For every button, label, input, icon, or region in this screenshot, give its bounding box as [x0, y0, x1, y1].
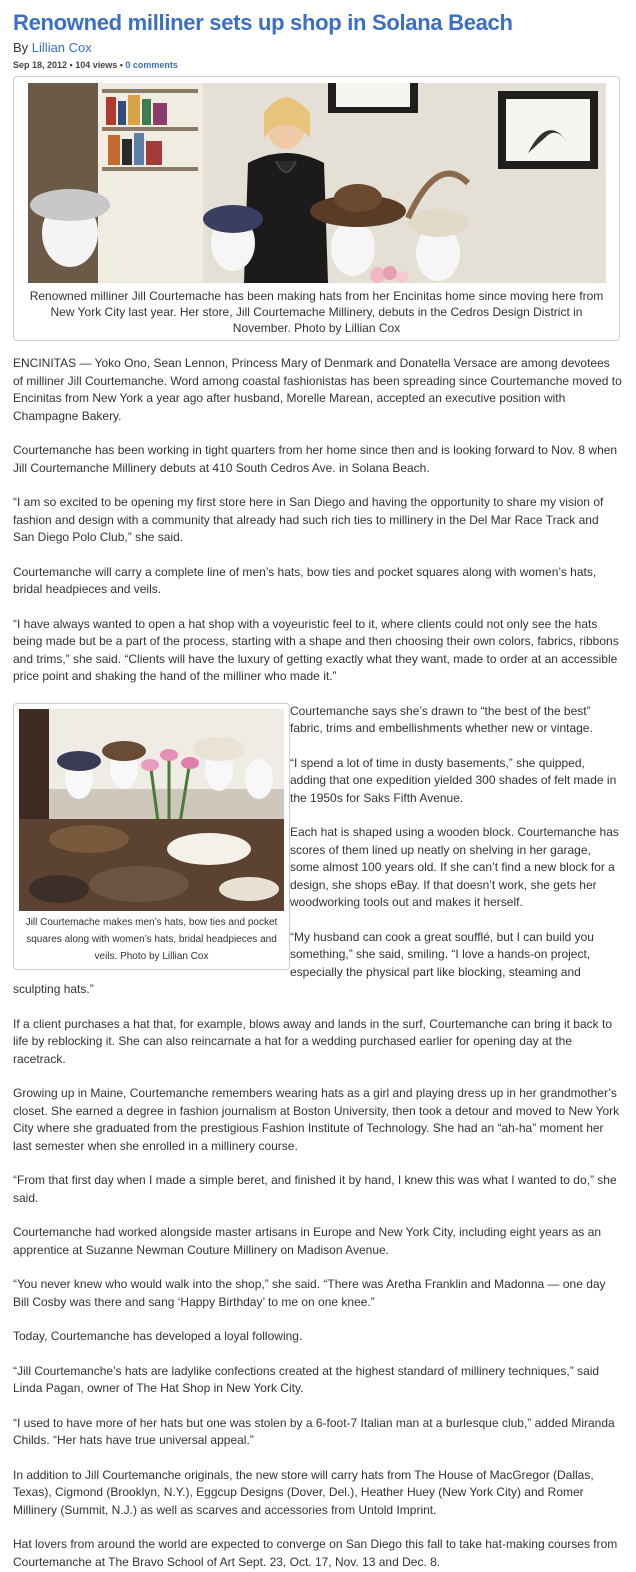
- paragraph: Courtemanche says she’s drawn to “the best of the best” fabric, trims and embellishments whether new or vintage.: [290, 703, 593, 735]
- paragraph: “I have always wanted to open a hat shop with a voyeuristic feel to it, where clients could not only see the hats being made but be a part of the process, starting with a shape and then choosing their own colors, fabrics, ribbons and trims,” she said. “Clients will have the luxury of getting exactly what they want, made to order at an accessible price point and shaking the hand of the milliner who made it.”: [13, 616, 619, 683]
- paragraph: If a client purchases a hat that, for example, blows away and lands in the surf, Courtemanche can bring it back to life by reblocking it. She can also reincarnate a hat for a wedding purchased earlier for opening day at the racetrack.: [13, 1016, 612, 1066]
- date-views: Sep 18, 2012 • 104 views •: [13, 60, 123, 70]
- comments-link[interactable]: 0 comments: [125, 60, 178, 70]
- paragraph: Courtemanche had worked alongside master artisans in Europe and New York City, including eight years as an apprentice at Suzanne Newman Couture Millinery on Madison Avenue.: [13, 1225, 602, 1257]
- paragraph: Growing up in Maine, Courtemanche remembers wearing hats as a girl and playing dress up in her grandmother’s closet. She earned a degree in fashion journalism at Boston University, then took a detour and moved to New York City where she graduated from the prestigious Fashion Institute of Technology. She had an “ah-ha” moment her last semester when she enrolled in a millinery course.: [13, 1086, 620, 1153]
- lead-photo[interactable]: [28, 83, 606, 283]
- paragraph: In addition to Jill Courtemanche originals, the new store will carry hats from The House of MacGregor (Dallas, Texas), Cigmond (Brooklyn, N.Y.), Eggcup Designs (Dover, Del.), Heather Huey (New York City) and Romer Millinery (Summit, N.J.) as well as scarves and accessories from Untold Imprint.: [13, 1467, 594, 1517]
- paragraph: “I spend a lot of time in dusty basements,” she quipped, adding that one expedition yielded 300 shades of felt made in the 1950s for Saks Fifth Avenue.: [290, 755, 617, 805]
- inline-photo[interactable]: [19, 709, 284, 911]
- paragraph: Hat lovers from around the world are expected to converge on San Diego this fall to take hat-making courses from Courtemanche at The Bravo School of Art Sept. 23, Oct. 17, Nov. 13 and Dec. 8.: [13, 1537, 618, 1569]
- paragraph: “From that first day when I made a simple beret, and finished it by hand, I knew this was what I wanted to do,” she said.: [13, 1173, 617, 1205]
- paragraph: “I am so excited to be opening my first store here in San Diego and having the opportunity to share my vision of fashion and design with a community that already had such rich ties to millinery in the Del Mar Race Track and San Diego Polo Club,” she said.: [13, 495, 604, 544]
- paragraph: Each hat is shaped using a wooden block. Courtemanche has scores of them lined up neatly on shelving in her garage, some almost 100 years old. If she can’t find a new block for a design, she shops eBay. If that doesn’t work, she gets her woodworking tools out and makes it herself.: [290, 825, 619, 909]
- paragraph: Courtemanche will carry a complete line of men’s hats, bow ties and pocket squares along with women’s hats, bridal headpieces and veils.: [13, 564, 597, 596]
- inline-photo-figure: [13, 703, 290, 970]
- inline-photo-caption: Jill Courtemache makes men’s hats, bow ties and pocket squares along with women’s hats, bridal headpieces and veils. Photo by Lillian Cox: [25, 916, 278, 962]
- paragraph: ENCINITAS — Yoko Ono, Sean Lennon, Princess Mary of Denmark and Donatella Versace are among devotees of milliner Jill Courtemanche. Word among coastal fashionistas has been spreading since Courtemanche moved to Encinitas from New York a year ago after husband, Morelle Marean, accepted an executive position with Champagne Bakery.: [13, 356, 622, 423]
- article-meta: [13, 58, 623, 72]
- paragraph: Today, Courtemanche has developed a loyal following.: [13, 1329, 303, 1343]
- lead-photo-caption: Renowned milliner Jill Courtemache has been making hats from her Encinitas home since moving here from New York City last year. Her store, Jill Courtemache Millinery, debuts in the Cedros Design District in November. Photo by Lillian Cox: [29, 289, 604, 335]
- lead-photo-figure: [13, 76, 620, 341]
- article-title: Renowned milliner sets up shop in Solana Beach: [13, 10, 513, 35]
- paragraph: “Jill Courtemanche’s hats are ladylike confections created at the highest standard of millinery techniques,” said Linda Pagan, owner of The Hat Shop in New York City.: [13, 1363, 600, 1395]
- paragraph: “You never knew who would walk into the shop,” she said. “There was Aretha Franklin and Madonna — one day Bill Cosby was there and sang ‘Happy Birthday’ to me on one knee.”: [13, 1277, 606, 1309]
- paragraph: “My husband can cook a great soufflé, but I can build you something,” she said, smiling. “I love a hands-on project, especially the physical part like blocking, steaming and sculpting hats.”: [13, 929, 594, 996]
- author-link[interactable]: Lillian Cox: [31, 40, 92, 55]
- paragraph: “I used to have more of her hats but one was stolen by a 6-foot-7 Italian man at a burlesque club,” added Miranda Childs. “Her hats have true universal appeal.”: [13, 1415, 615, 1447]
- byline: [13, 39, 623, 56]
- byline-prefix: By: [13, 40, 29, 55]
- paragraph: Courtemanche has been working in tight quarters from her home since then and is looking forward to Nov. 8 when Jill Courtemanche Millinery debuts at 410 South Cedros Ave. in Solana Beach.: [13, 443, 618, 475]
